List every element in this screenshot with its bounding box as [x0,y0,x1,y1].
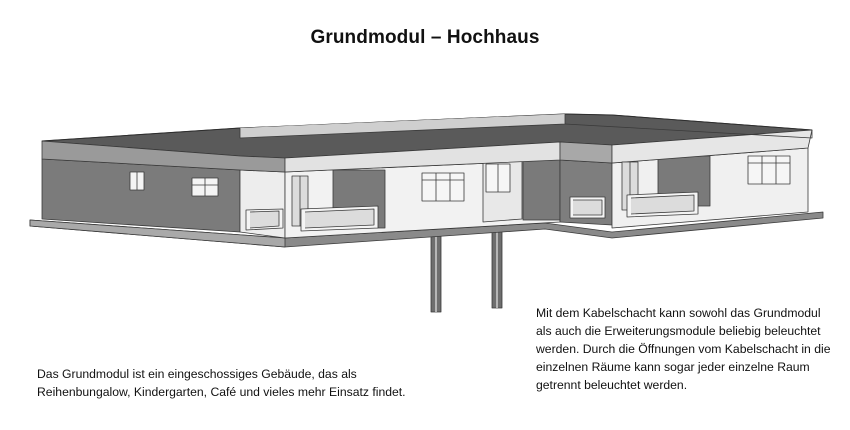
caption-grundmodul: Das Grundmodul ist ein eingeschossiges Gebäude, das als Reihenbungalow, Kindergarten, Café und vieles mehr Einsatz findet. [37,367,406,399]
window-right-1 [748,156,790,184]
window-small-left [130,172,144,190]
page-title: Grundmodul – Hochhaus [310,27,540,48]
bench-2 [301,206,378,231]
bench-1 [246,209,283,230]
caption-kabelschacht: Mit dem Kabelschacht kann sowohl das Grundmodul als auch die Erweiterungsmodule beliebig beleuchtet werden. Durch die Öffnungen vom Kabelschacht in die einzelnen Räume kann sogar jeder einzelne Raum getrennt beleuchtet werden. [536,306,831,392]
window-middle-2 [486,164,510,192]
bench-4 [627,192,698,217]
window-double-left [192,178,218,196]
cable-shaft-left [431,232,441,312]
bench-3 [570,197,605,218]
window-middle-1 [422,173,464,201]
cable-shaft-right [492,230,502,308]
